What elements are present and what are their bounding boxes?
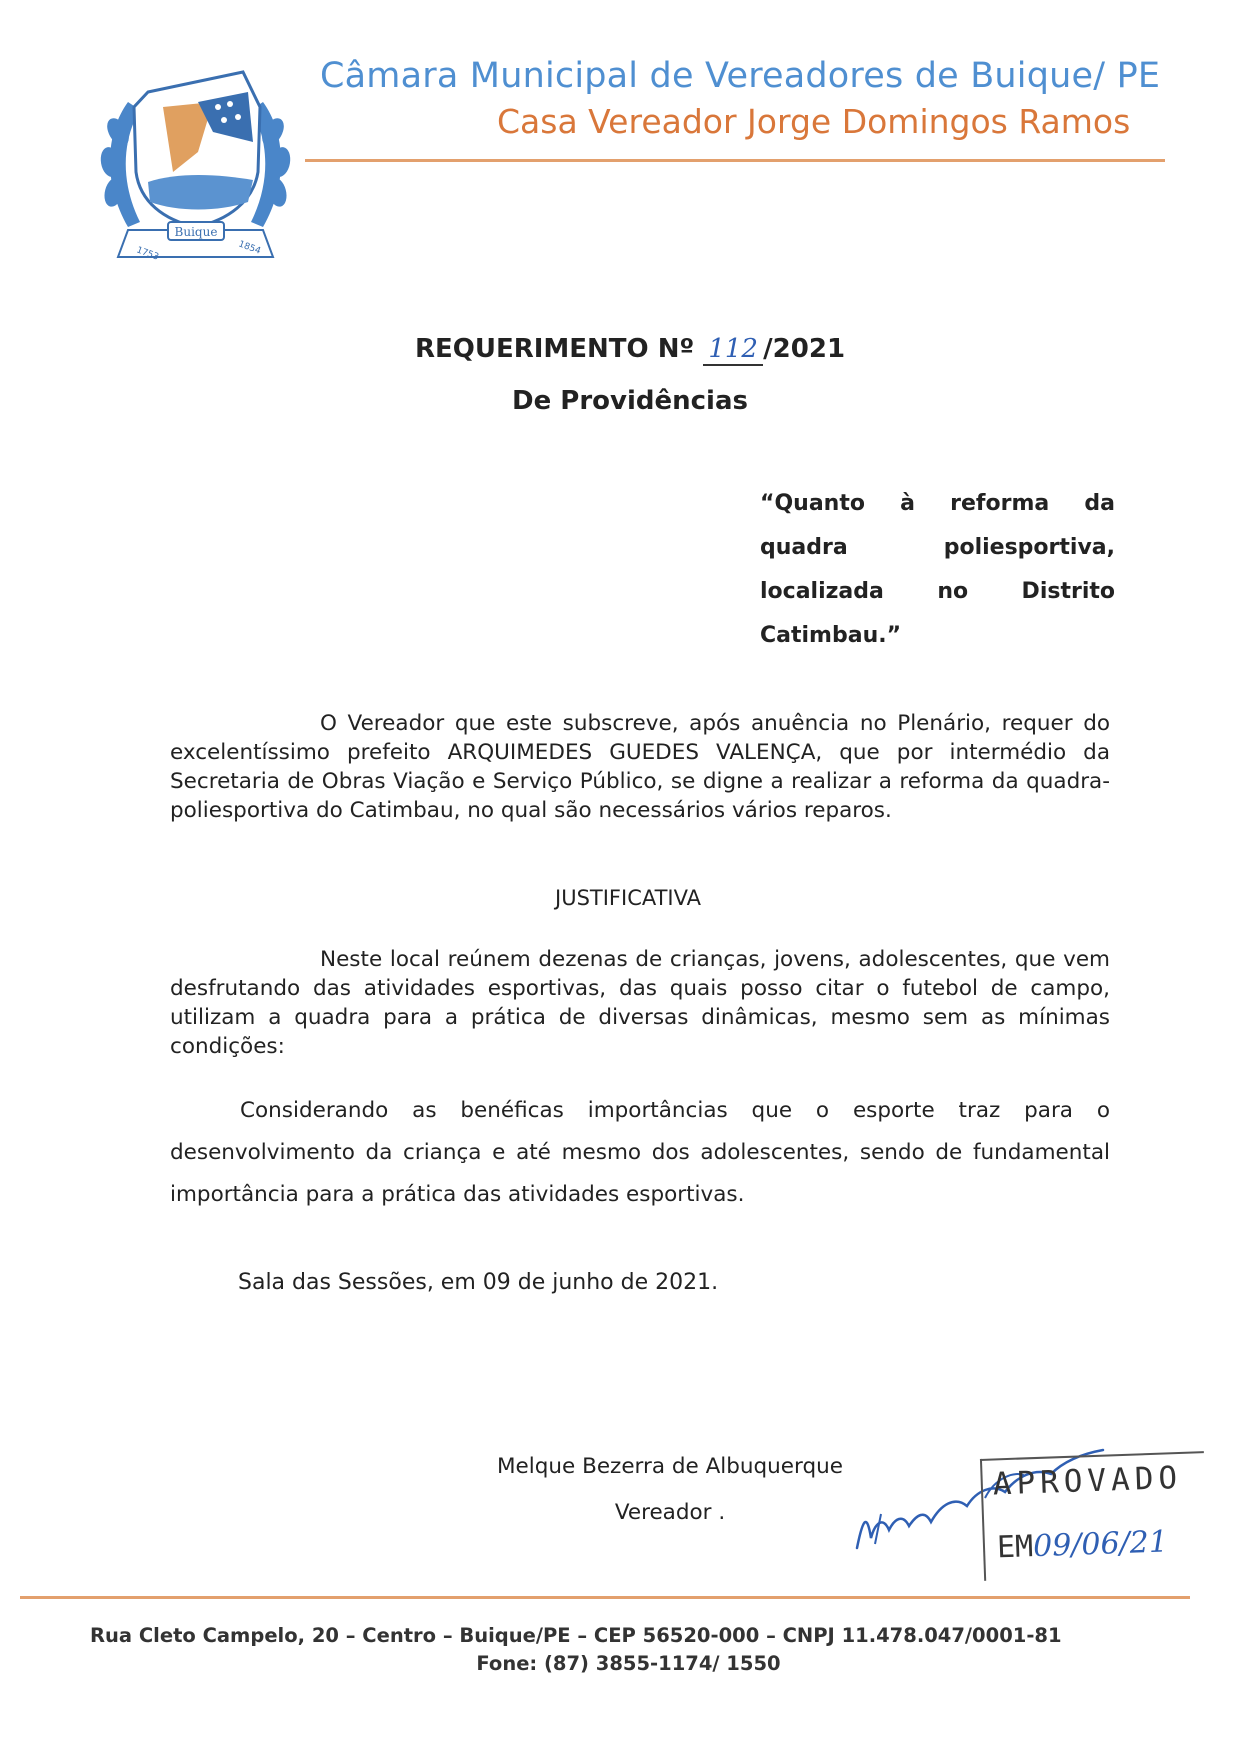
handwritten-number: 112 [703,334,763,366]
footer-phone: Fone: (87) 3855-1174/ 1550 [476,1652,781,1675]
ementa-line: “Quanto à reforma da [760,491,1115,516]
document-subtitle: De Providências [512,386,748,416]
justificativa-heading: JUSTIFICATIVA [555,886,701,910]
justification-paragraph: Neste local reúnem dezenas de crianças, jovens, adolescentes, que vem desfrutando das atividades esportivas, das quais posso citar o futebol de campo, utilizam a quadra para a prática de diversas dinâmicas, mesmo sem as mínimas condições: [170,947,1110,1059]
stamp-label: APROVADO [992,1459,1183,1503]
session-date: Sala das Sessões, em 09 de junho de 2021. [238,1270,719,1295]
request-paragraph: O Vereador que este subscreve, após anuência no Plenário, requer do excelentíssimo prefeito ARQUIMEDES GUEDES VALENÇA, que por intermédio da Secretaria de Obras Viação e Serviço Público, se digne a realizar a reforma da quadra-poliesportiva do Catimbau, no qual são necessários vários reparos. [170,711,1110,823]
svg-text:Buique: Buique [174,225,218,239]
header-house-name: Casa Vereador Jorge Domingos Ramos [497,102,1131,141]
document-title [380,334,880,366]
title-suffix: /2021 [763,334,846,364]
ementa-line: Catimbau.” [760,623,902,648]
header-chamber-name: Câmara Municipal de Vereadores de Buique/ PE [320,56,1161,96]
title-prefix: REQUERIMENTO Nº [414,334,704,364]
municipal-crest-logo [88,62,303,267]
footer-address: Rua Cleto Campelo, 20 – Centro – Buique/PE – CEP 56520-000 – CNPJ 11.478.047/0001-81 [90,1624,1062,1647]
svg-text:1854: 1854 [236,239,262,257]
stamp-date-line [996,1524,1168,1565]
approval-stamp [980,1451,1208,1581]
ementa-block [760,482,1115,658]
signer-name: Melque Bezerra de Albuquerque [496,1454,843,1479]
stamp-handwritten-date: 09/06/21 [1032,1524,1169,1565]
ementa-line: localizada no Distrito [760,579,1115,604]
consideration-paragraph: Considerando as benéficas importâncias que o esporte traz para o desenvolvimento da criança e até mesmo dos adolescentes, sendo de fundamental importância para a prática das atividades esportivas. [170,1098,1110,1207]
header-divider [305,159,1165,162]
ementa-line: quadra poliesportiva, [760,535,1115,560]
signer-role: Vereador . [614,1500,726,1525]
stamp-em: EM [996,1529,1034,1566]
svg-text:1753: 1753 [134,245,160,263]
footer-divider [20,1596,1190,1599]
